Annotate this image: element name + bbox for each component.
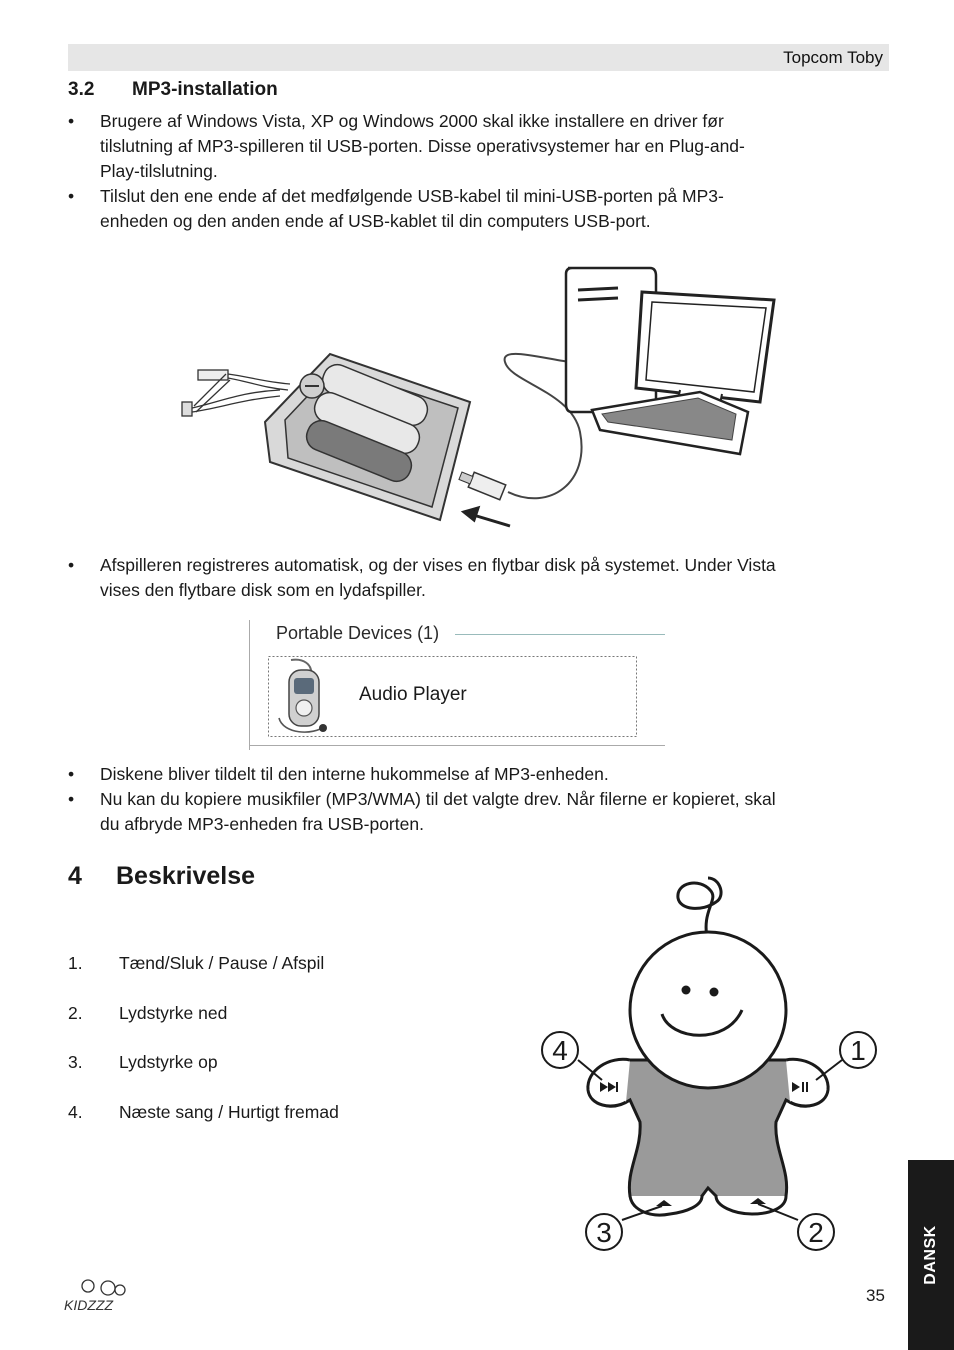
bullet-list-bottom (68, 762, 889, 837)
header-brand: Topcom Toby (783, 48, 883, 67)
list-item (68, 109, 889, 184)
head (630, 932, 786, 1088)
page-header-bar (68, 44, 889, 71)
bullet-line: Play-tilslutning. (100, 161, 218, 181)
usb-connection-illustration (180, 262, 780, 544)
right-eye (710, 988, 719, 997)
control-item (68, 1102, 339, 1123)
bullet-list-top (68, 109, 889, 234)
section-number: 3.2 (68, 79, 95, 100)
list-item (68, 762, 889, 787)
bullet-marker: • (68, 789, 75, 809)
chapter-title: Beskrivelse (116, 862, 256, 890)
control-number: 2. (68, 1003, 83, 1023)
page-number: 35 (866, 1286, 885, 1305)
chapter-number: 4 (68, 862, 82, 890)
bullet-line: tilslutning af MP3-spilleren til USB-porten. Disse operativsystemer har en Plug-and- (100, 136, 745, 156)
group-title: Portable Devices (1) (276, 623, 440, 643)
control-item (68, 1052, 218, 1073)
bullet-marker: • (68, 764, 75, 784)
callout-2-label: 2 (808, 1217, 824, 1248)
language-tab-label: DANSK (922, 1225, 939, 1285)
toby-character-illustration (530, 870, 890, 1260)
control-item (68, 953, 324, 974)
monitor-icon (636, 292, 774, 404)
section-title: MP3-installation (132, 79, 278, 100)
bullet-line: Brugere af Windows Vista, XP og Windows 2000 skal ikke installere en driver før (100, 111, 724, 131)
control-number: 4. (68, 1102, 83, 1122)
callout-3-label: 3 (596, 1217, 612, 1248)
audio-player-icon (273, 656, 333, 738)
bullet-line: Tilslut den ene ende af det medfølgende USB-kabel til mini-USB-porten på MP3- (100, 186, 724, 206)
callout-4-label: 4 (552, 1035, 568, 1066)
control-label: Lydstyrke op (119, 1052, 218, 1072)
logo-text: KIDZZZ (64, 1297, 113, 1313)
list-item (68, 553, 889, 603)
usb-plug-icon (459, 472, 506, 500)
language-tab (908, 1160, 954, 1350)
kidzzz-logo (64, 1274, 136, 1316)
bullet-marker: • (68, 555, 75, 575)
control-label: Tænd/Sluk / Pause / Afspil (119, 953, 325, 973)
bullet-line: Nu kan du kopiere musikfiler (MP3/WMA) til det valgte drev. Når filerne er kopieret, skal (100, 789, 776, 809)
bullet-line: vises den flytbare disk som en lydafspiller. (100, 580, 426, 600)
bullet-marker: • (68, 186, 75, 206)
control-label: Lydstyrke ned (119, 1003, 228, 1023)
control-number: 3. (68, 1052, 83, 1072)
arrow-icon (464, 508, 510, 526)
callout-1-label: 1 (850, 1035, 866, 1066)
left-eye (682, 986, 691, 995)
list-item (68, 184, 889, 234)
control-number: 1. (68, 953, 83, 973)
bullet-line: Afspilleren registreres automatisk, og der vises en flytbar disk på systemet. Under Vista (100, 555, 776, 575)
portable-devices-screenshot (249, 620, 665, 750)
device-label[interactable]: Audio Player (359, 684, 467, 705)
bullet-line: du afbryde MP3-enheden fra USB-porten. (100, 814, 424, 834)
control-label: Næste sang / Hurtigt fremad (119, 1102, 339, 1122)
ribbon-cable-icon (182, 370, 290, 416)
bullet-line: enheden og den anden ende af USB-kablet til din computers USB-port. (100, 211, 651, 231)
bullet-list-mid (68, 553, 889, 603)
control-item (68, 1003, 227, 1024)
bullet-marker: • (68, 111, 75, 131)
bullet-line: Diskene bliver tildelt til den interne hukommelse af MP3-enheden. (100, 764, 609, 784)
battery-pack-icon (265, 354, 470, 520)
list-item (68, 787, 889, 837)
